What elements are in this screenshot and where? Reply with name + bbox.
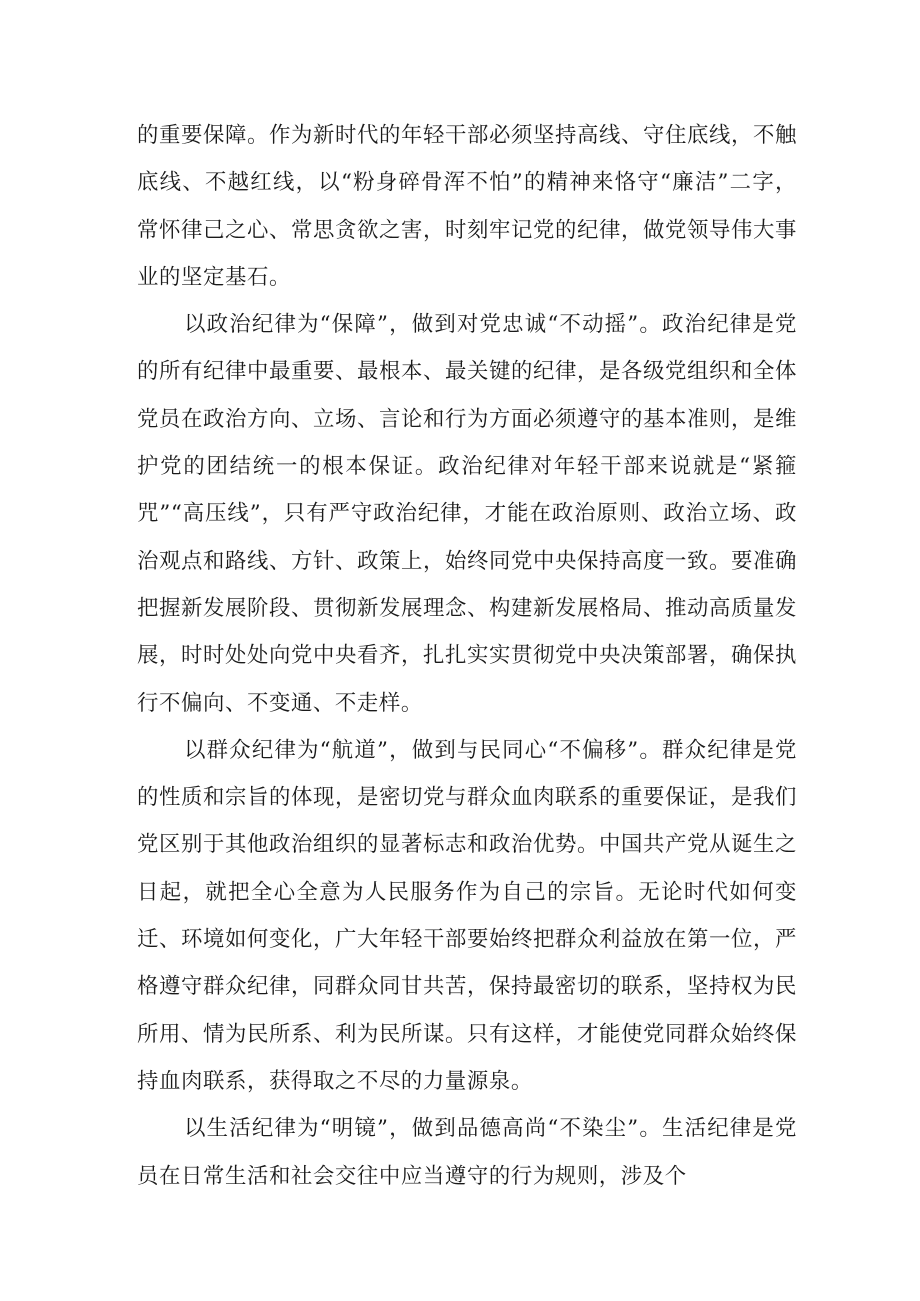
paragraph-life-discipline: 以生活纪律为“明镜”，做到品德高尚“不染尘”。生活纪律是党员在日常生活和社会交往中应当遵守的行为规则，涉及个 bbox=[137, 1116, 797, 1189]
document-body bbox=[137, 112, 797, 1200]
paragraph-political-discipline: 以政治纪律为“保障”，做到对党忠诚“不动摇”。政治纪律是党的所有纪律中最重要、最根本、最关键的纪律，是各级党组织和全体党员在政治方向、立场、言论和行为方面必须遵守的基本准则，是维护党的团结统一的根本保证。政治纪律对年轻干部来说就是“紧箍咒”“高压线”，只有严守政治纪律，才能在政治原则、政治立场、政治观点和路线、方针、政策上，始终同党中央保持高度一致。要准确把握新发展阶段、贯彻新发展理念、构建新发展格局、推动高质量发展，时时处处向党中央看齐，扎扎实实贯彻党中央决策部署，确保执行不偏向、不变通、不走样。 bbox=[137, 312, 797, 716]
paragraph-continued: 的重要保障。作为新时代的年轻干部必须坚持高线、守住底线，不触底线、不越红线，以“粉身碎骨浑不怕”的精神来恪守“廉洁”二字，常怀律己之心、常思贪欲之害，时刻牢记党的纪律，做党领导伟大事业的坚定基石。 bbox=[137, 123, 797, 290]
paragraph-mass-discipline: 以群众纪律为“航道”，做到与民同心“不偏移”。群众纪律是党的性质和宗旨的体现，是密切党与群众血肉联系的重要保证，是我们党区别于其他政治组织的显著标志和政治优势。中国共产党从诞生之日起，就把全心全意为人民服务作为自己的宗旨。无论时代如何变迁、环境如何变化，广大年轻干部要始终把群众利益放在第一位，严格遵守群众纪律，同群众同甘共苦，保持最密切的联系，坚持权为民所用、情为民所系、利为民所谋。只有这样，才能使党同群众始终保持血肉联系，获得取之不尽的力量源泉。 bbox=[137, 737, 797, 1094]
